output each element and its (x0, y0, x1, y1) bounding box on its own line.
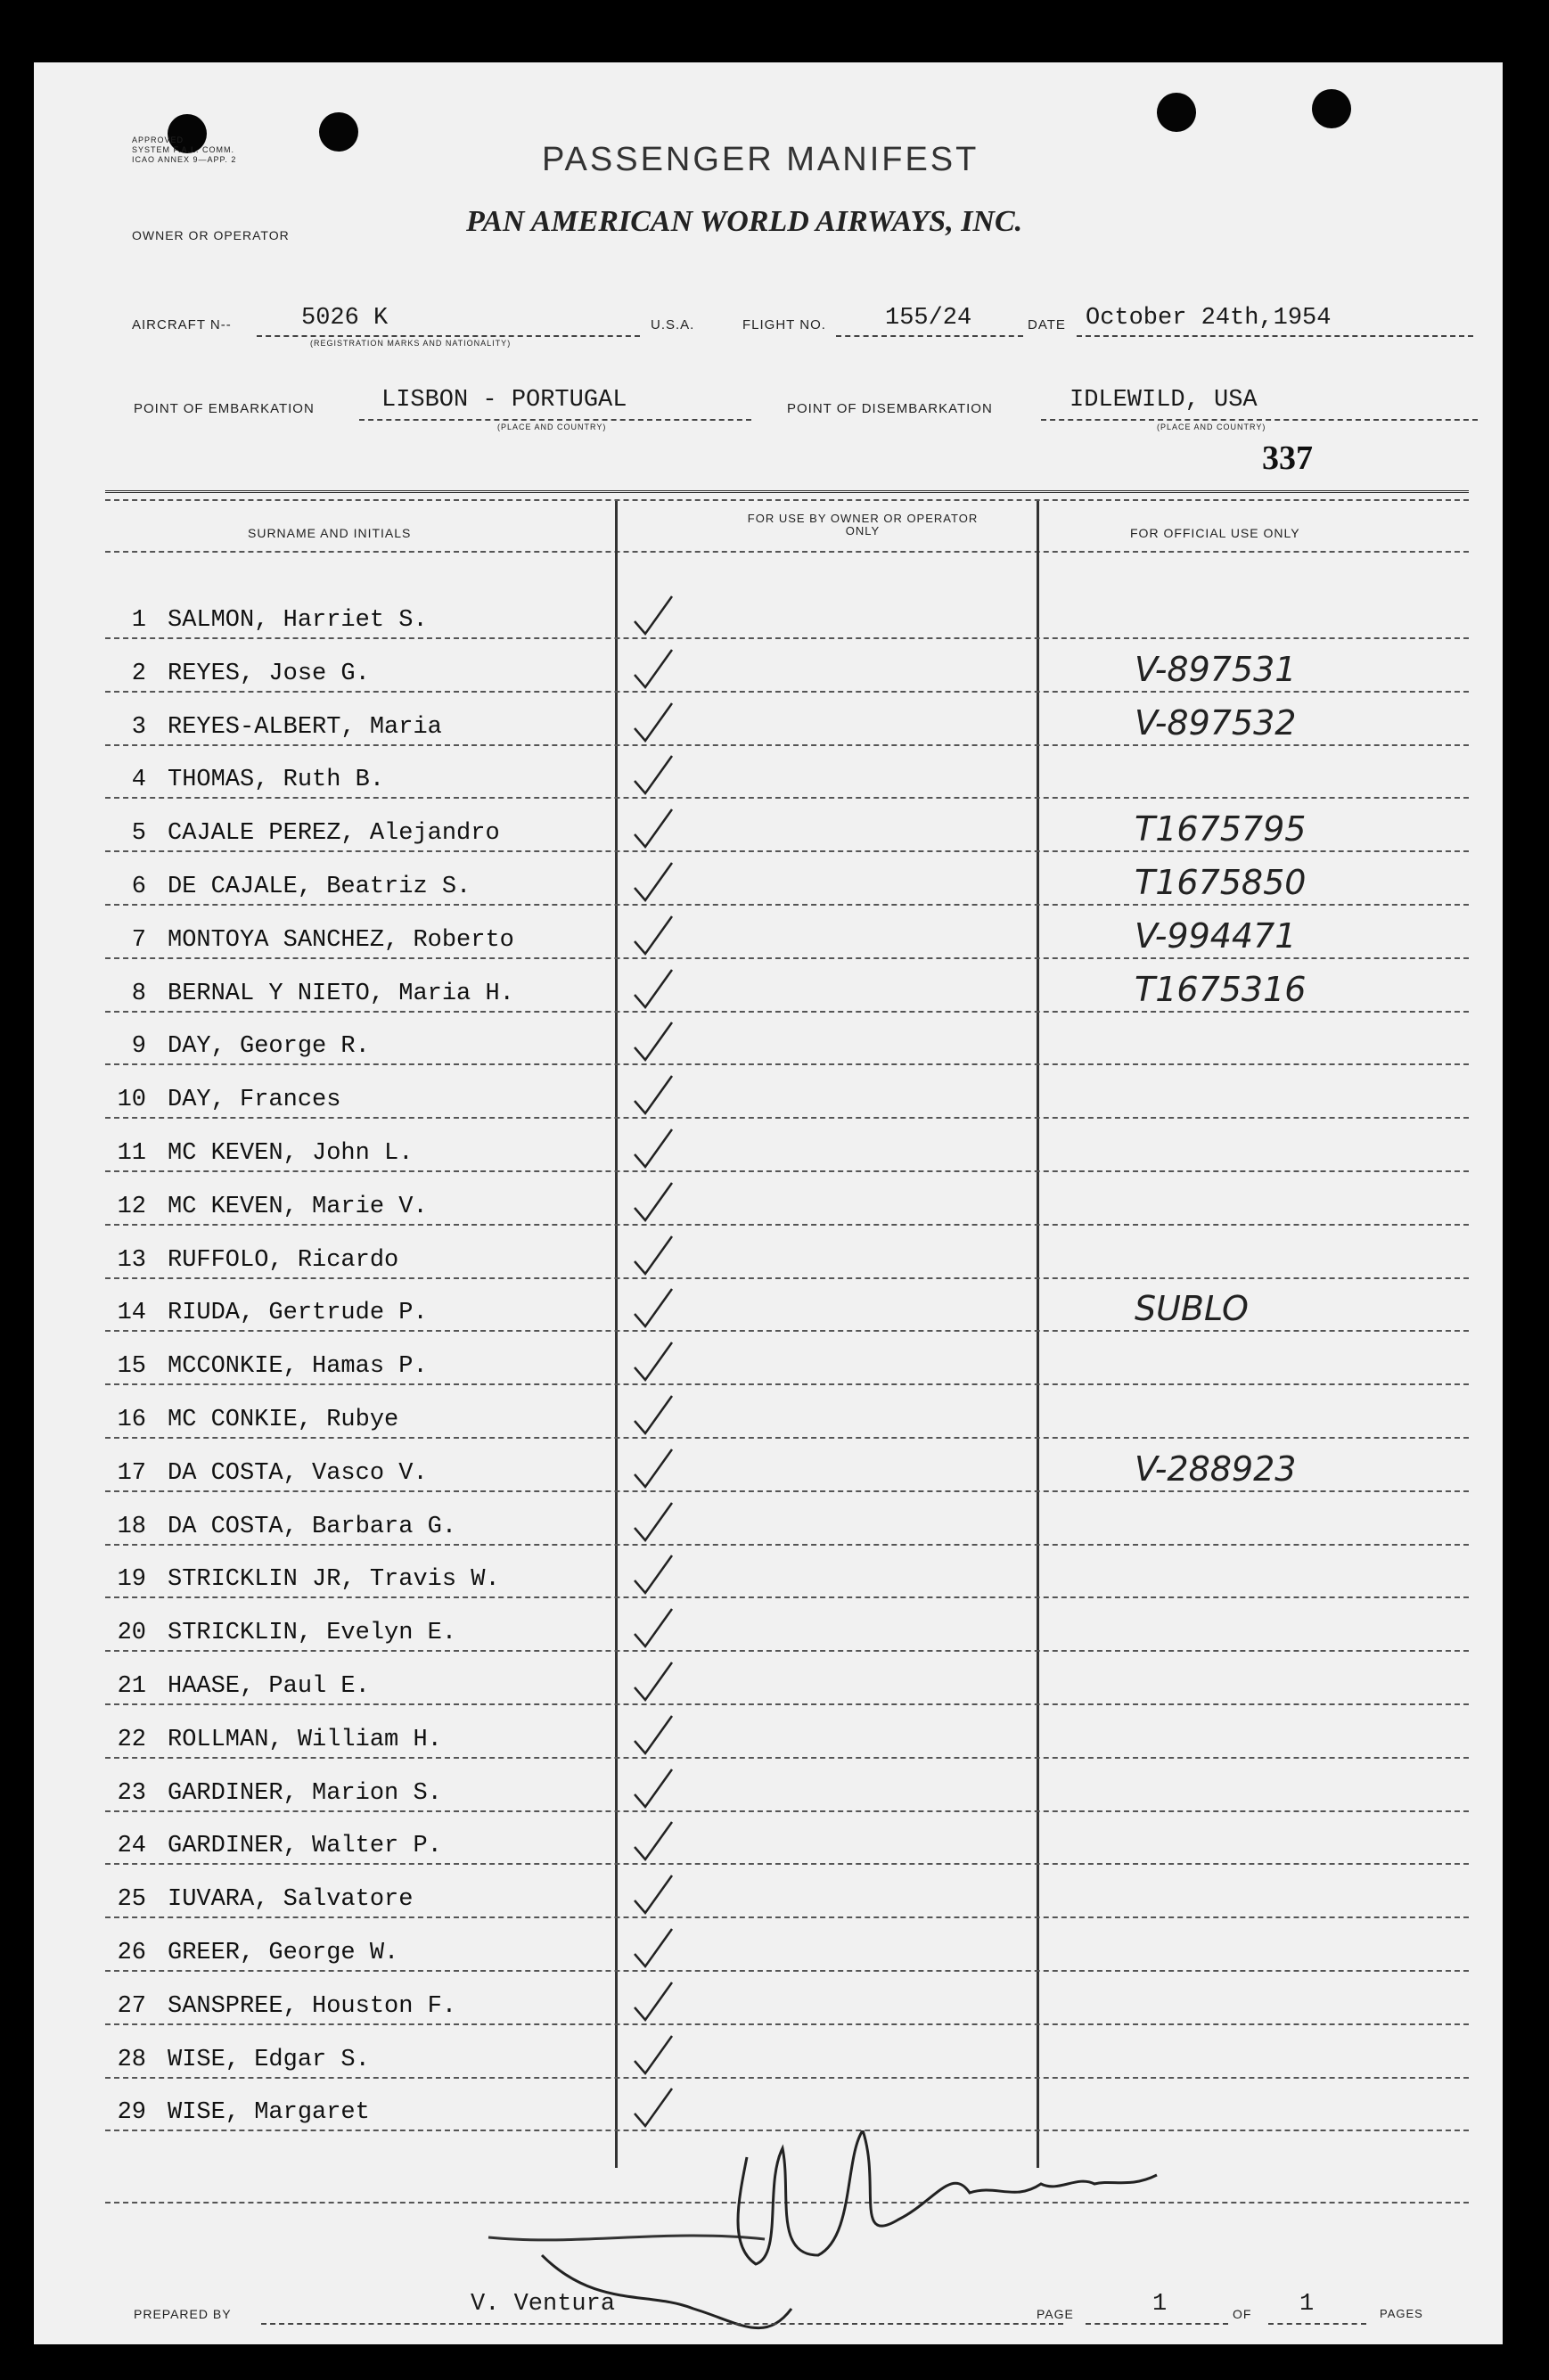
passenger-number: 15 (117, 1353, 146, 1381)
table-row (105, 1916, 1469, 1972)
passenger-number: 29 (117, 2099, 146, 2127)
passenger-number: 23 (117, 1779, 146, 1807)
registration-note: (REGISTRATION MARKS AND NATIONALITY) (310, 339, 512, 348)
flight-date: October 24th,1954 (1086, 305, 1332, 332)
table-row (105, 797, 1469, 852)
passenger-name: DA COSTA, Barbara G. (168, 1513, 457, 1540)
aircraft-label: AIRCRAFT N-- (132, 317, 232, 332)
passenger-name: ROLLMAN, William H. (168, 1726, 442, 1753)
manifest-number: 337 (1262, 439, 1313, 477)
table-row (105, 1970, 1469, 2025)
table-row (105, 957, 1469, 1013)
passenger-number: 10 (117, 1087, 146, 1114)
checkmark-icon (631, 1927, 676, 1968)
passenger-name: RIUDA, Gertrude P. (168, 1300, 428, 1327)
passenger-name: DE CAJALE, Beatriz S. (168, 874, 471, 900)
checkmark-icon (631, 1981, 676, 2022)
operator-name: PAN AMERICAN WORLD AIRWAYS, INC. (466, 205, 1023, 238)
passenger-name: IUVARA, Salvatore (168, 1886, 414, 1914)
table-row (105, 1490, 1469, 1546)
flight-number: 155/24 (885, 305, 972, 332)
official-notation: V-288923 (1135, 1449, 1297, 1489)
checkmark-icon (631, 1074, 676, 1115)
passenger-name: STRICKLIN, Evelyn E. (168, 1620, 457, 1647)
prepared-by-label: PREPARED BY (134, 2307, 232, 2321)
date-label: DATE (1028, 317, 1066, 332)
checkmark-icon (631, 808, 676, 849)
prepared-by-name: V. Ventura (471, 2291, 616, 2318)
passenger-number: 20 (117, 1620, 146, 1647)
official-notation: SUBLO (1135, 1289, 1249, 1329)
table-row (105, 850, 1469, 906)
manifest-sheet (34, 62, 1503, 2344)
passenger-name: DA COSTA, Vasco V. (168, 1459, 428, 1487)
pages-label: PAGES (1380, 2307, 1423, 2320)
passenger-name: DAY, Frances (168, 1087, 341, 1114)
passenger-number: 13 (117, 1246, 146, 1274)
passenger-name: DAY, George R. (168, 1033, 370, 1061)
aircraft-underline (257, 335, 640, 337)
checkmark-icon (631, 1820, 676, 1861)
date-underline (1077, 335, 1473, 337)
aircraft-number: 5026 K (301, 305, 389, 332)
passenger-number: 21 (117, 1673, 146, 1700)
passenger-name: REYES, Jose G. (168, 660, 370, 687)
passenger-name: STRICKLIN JR, Travis W. (168, 1566, 500, 1594)
official-notation: T1675850 (1135, 863, 1307, 902)
embarkation-label: POINT OF EMBARKATION (134, 401, 315, 416)
table-row (105, 1117, 1469, 1172)
table-row (105, 584, 1469, 639)
table-row (105, 1010, 1469, 1065)
official-notation: V-897531 (1135, 649, 1297, 689)
passenger-name: BERNAL Y NIETO, Maria H. (168, 980, 514, 1007)
table-row (105, 1757, 1469, 1812)
prepared-by-underline (261, 2323, 1063, 2325)
page-underline (1086, 2323, 1228, 2325)
checkmark-icon (631, 1874, 676, 1915)
checkmark-icon (631, 1607, 676, 1648)
passenger-name: MONTOYA SANCHEZ, Roberto (168, 926, 514, 954)
punch-hole (1312, 89, 1351, 128)
of-underline (1268, 2323, 1366, 2325)
passenger-number: 2 (131, 660, 146, 687)
table-row (105, 1383, 1469, 1439)
table-row (105, 904, 1469, 959)
checkmark-icon (631, 915, 676, 956)
official-notation: T1675795 (1135, 809, 1307, 849)
table-top-rule (105, 499, 1469, 501)
passenger-name: GARDINER, Walter P. (168, 1833, 442, 1860)
punch-hole (1157, 93, 1196, 132)
passenger-number: 9 (131, 1033, 146, 1061)
page-title: PASSENGER MANIFEST (542, 141, 979, 178)
approval-note (132, 135, 236, 165)
punch-hole (319, 112, 358, 152)
passenger-name: SANSPREE, Houston F. (168, 1992, 457, 2020)
table-row (105, 1224, 1469, 1279)
table-row (105, 1063, 1469, 1119)
passenger-name: MC KEVEN, Marie V. (168, 1193, 428, 1220)
checkmark-icon (631, 1021, 676, 1062)
checkmark-icon (631, 1714, 676, 1755)
checkmark-icon (631, 1554, 676, 1595)
checkmark-icon (631, 1661, 676, 1702)
table-row (105, 1596, 1469, 1652)
table-row (105, 1703, 1469, 1759)
page-number: 1 (1152, 2291, 1168, 2318)
disembarkation-underline (1041, 419, 1478, 421)
checkmark-icon (631, 1341, 676, 1382)
checkmark-icon (631, 2034, 676, 2075)
column-header-official-use: FOR OFFICIAL USE ONLY (1130, 526, 1300, 540)
checkmark-icon (631, 702, 676, 743)
page-total: 1 (1299, 2291, 1315, 2318)
passenger-number: 25 (117, 1886, 146, 1914)
checkmark-icon (631, 1768, 676, 1809)
passenger-name: RUFFOLO, Ricardo (168, 1246, 399, 1274)
header-bottom-rule (105, 551, 1469, 553)
passenger-name: GREER, George W. (168, 1940, 399, 1966)
checkmark-icon (631, 1394, 676, 1435)
passenger-name: MC KEVEN, John L. (168, 1140, 414, 1167)
embarkation-place: LISBON - PORTUGAL (381, 387, 627, 414)
passenger-number: 22 (117, 1726, 146, 1753)
checkmark-icon (631, 2087, 676, 2128)
passenger-name: WISE, Edgar S. (168, 2046, 370, 2073)
passenger-number: 4 (131, 767, 146, 794)
approval-line: SYSTEM F.A.L. COMM. (132, 145, 235, 154)
passenger-number: 1 (131, 607, 146, 634)
of-label: OF (1233, 2307, 1252, 2321)
column-header-owner-use: FOR USE BY OWNER OR OPERATOR ONLY (747, 512, 979, 538)
embarkation-underline (359, 419, 751, 421)
checkmark-icon (631, 1181, 676, 1222)
passenger-name: MCCONKIE, Hamas P. (168, 1353, 428, 1381)
passenger-number: 14 (117, 1300, 146, 1327)
place-note: (PLACE AND COUNTRY) (497, 423, 607, 431)
table-top-rule (105, 490, 1469, 493)
passenger-number: 7 (131, 926, 146, 954)
passenger-number: 24 (117, 1833, 146, 1860)
passenger-number: 12 (117, 1193, 146, 1220)
official-notation: T1675316 (1135, 969, 1307, 1009)
table-row (105, 2076, 1469, 2131)
passenger-number: 18 (117, 1513, 146, 1540)
passenger-number: 26 (117, 1940, 146, 1966)
place-note: (PLACE AND COUNTRY) (1157, 423, 1266, 431)
table-row (105, 743, 1469, 799)
passenger-name: WISE, Margaret (168, 2099, 370, 2127)
passenger-number: 27 (117, 1992, 146, 2020)
passenger-number: 17 (117, 1459, 146, 1487)
passenger-name: SALMON, Harriet S. (168, 607, 428, 634)
passenger-name: THOMAS, Ruth B. (168, 767, 385, 794)
table-row (105, 1276, 1469, 1332)
flight-label: FLIGHT NO. (742, 317, 826, 332)
table-row (105, 1330, 1469, 1385)
passenger-name: GARDINER, Marion S. (168, 1779, 442, 1807)
checkmark-icon (631, 1501, 676, 1542)
passenger-number: 3 (131, 713, 146, 741)
page-label: PAGE (1037, 2307, 1074, 2321)
flight-underline (836, 335, 1023, 337)
official-notation: V-897532 (1135, 702, 1297, 743)
passenger-number: 28 (117, 2046, 146, 2073)
passenger-number: 5 (131, 820, 146, 848)
table-row (105, 637, 1469, 693)
checkmark-icon (631, 1235, 676, 1276)
passenger-number: 6 (131, 874, 146, 900)
official-notation: V-994471 (1135, 915, 1297, 956)
checkmark-icon (631, 1128, 676, 1169)
passenger-number: 8 (131, 980, 146, 1007)
passenger-name: MC CONKIE, Rubye (168, 1407, 399, 1433)
passenger-name: HAASE, Paul E. (168, 1673, 370, 1700)
owner-label: OWNER OR OPERATOR (132, 228, 290, 242)
passenger-number: 19 (117, 1566, 146, 1594)
approval-line: APPROVED (132, 135, 184, 144)
passenger-name: REYES-ALBERT, Maria (168, 713, 442, 741)
table-row (105, 1863, 1469, 1918)
table-row (105, 2023, 1469, 2079)
checkmark-icon (631, 968, 676, 1009)
passenger-number: 11 (117, 1140, 146, 1167)
passenger-name: CAJALE PEREZ, Alejandro (168, 820, 500, 848)
checkmark-icon (631, 1448, 676, 1489)
disembarkation-label: POINT OF DISEMBARKATION (787, 401, 993, 416)
table-row (105, 1543, 1469, 1598)
usa-label: U.S.A. (651, 317, 695, 332)
table-row (105, 1437, 1469, 1492)
checkmark-icon (631, 648, 676, 689)
checkmark-icon (631, 1287, 676, 1328)
checkmark-icon (631, 754, 676, 795)
checkmark-icon (631, 861, 676, 902)
table-row (105, 1810, 1469, 1865)
disembarkation-place: IDLEWILD, USA (1070, 387, 1258, 414)
checkmark-icon (631, 595, 676, 636)
passenger-number: 16 (117, 1407, 146, 1433)
approval-line: ICAO ANNEX 9—APP. 2 (132, 155, 237, 164)
table-row (105, 1170, 1469, 1226)
table-row (105, 1650, 1469, 1705)
column-header-surname: SURNAME AND INITIALS (248, 526, 412, 540)
table-row (105, 691, 1469, 746)
